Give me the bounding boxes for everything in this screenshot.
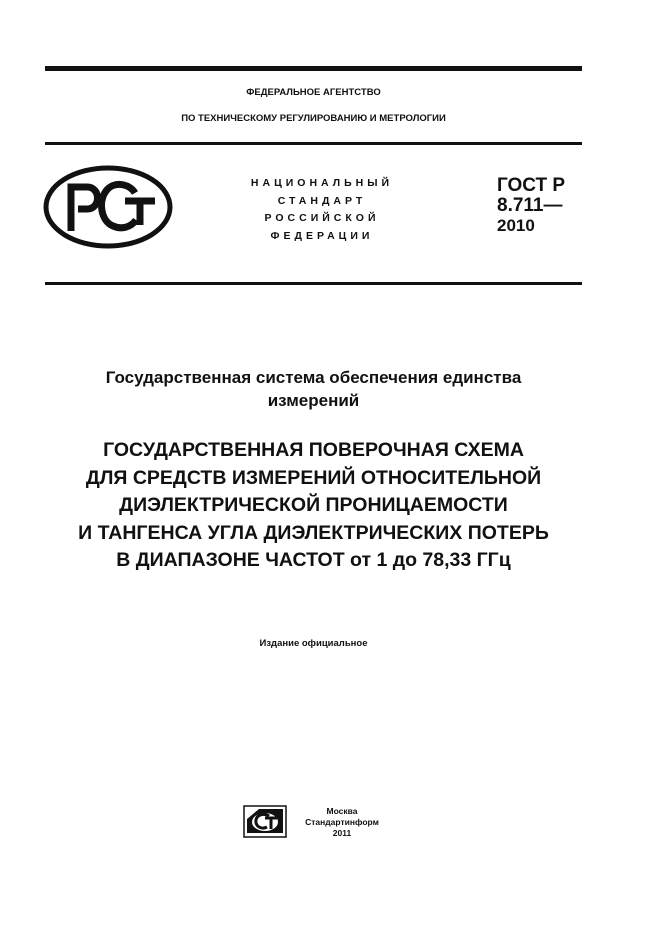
document-title	[30, 437, 597, 575]
middle-rule	[45, 142, 582, 145]
title-line-2: ДЛЯ СРЕДСТВ ИЗМЕРЕНИЙ ОТНОСИТЕЛЬНОЙ	[85, 466, 542, 489]
natstd-line-1: НАЦИОНАЛЬНЫЙ	[250, 177, 394, 189]
edition-label: Издание официальное	[259, 638, 368, 649]
title-line-4: И ТАНГЕНСА УГЛА ДИЭЛЕКТРИЧЕСКИХ ПОТЕРЬ	[78, 521, 549, 544]
standartinform-logo-icon	[243, 805, 287, 838]
gost-code: ГОСТ Р	[497, 175, 566, 196]
publisher-block	[297, 806, 387, 839]
gost-year: 2010	[497, 216, 535, 235]
top-rule	[45, 66, 582, 71]
agency-line-2: ПО ТЕХНИЧЕСКОМУ РЕГУЛИРОВАНИЮ И МЕТРОЛОГИИ	[181, 113, 446, 124]
publisher-city: Москва	[326, 806, 358, 816]
publisher-name: Стандартинформ	[305, 817, 379, 827]
gost-number: 8.711—	[497, 195, 563, 216]
title-line-1: ГОСУДАРСТВЕННАЯ ПОВЕРОЧНАЯ СХЕМА	[103, 439, 524, 461]
national-standard-label	[222, 175, 422, 245]
bottom-rule	[45, 282, 582, 285]
document-subtitle	[45, 366, 582, 412]
natstd-line-3: РОССИЙСКОЙ	[264, 212, 380, 224]
title-line-3: ДИЭЛЕКТРИЧЕСКОЙ ПРОНИЦАЕМОСТИ	[119, 494, 508, 516]
subtitle-line-2: измерений	[267, 391, 360, 410]
agency-line-1: ФЕДЕРАЛЬНОЕ АГЕНТСТВО	[246, 87, 381, 98]
publisher-year: 2011	[332, 828, 352, 838]
rst-certification-mark-icon	[43, 165, 173, 249]
natstd-line-2: СТАНДАРТ	[277, 194, 367, 207]
natstd-line-4: ФЕДЕРАЦИИ	[270, 229, 374, 242]
title-line-5: В ДИАПАЗОНЕ ЧАСТОТ от 1 до 78,33 ГГц	[116, 549, 511, 571]
subtitle-line-1: Государственная система обеспечения единства	[105, 368, 522, 387]
gost-designation	[497, 176, 565, 236]
